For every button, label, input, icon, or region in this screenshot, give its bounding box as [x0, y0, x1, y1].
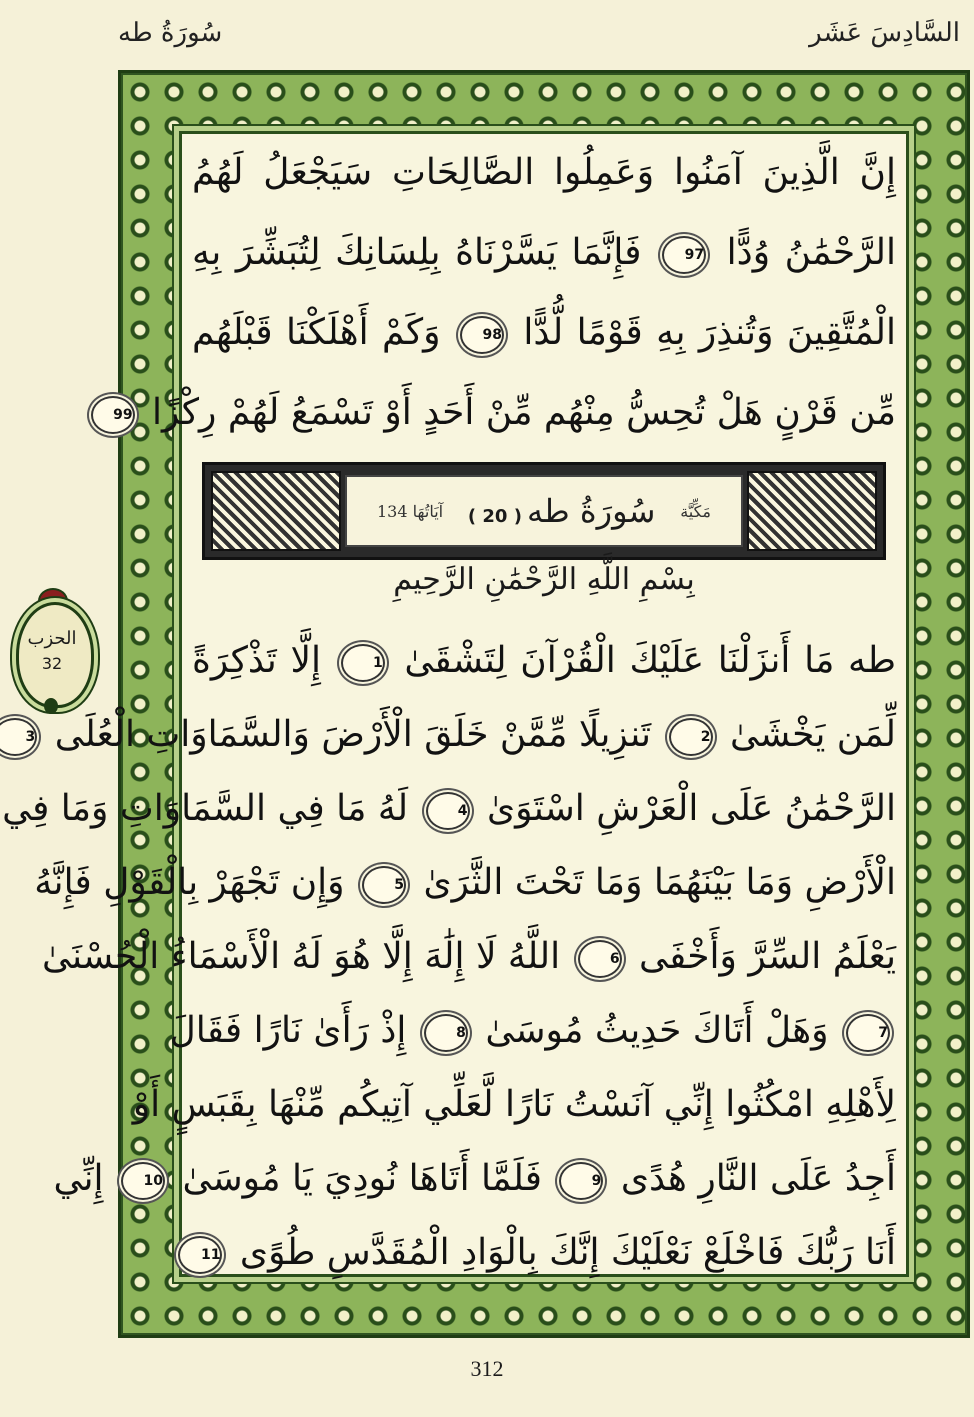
ayah-number: 97 [662, 236, 706, 274]
ayah-number: 2 [669, 718, 713, 756]
surah-number: ( 20 ) [467, 506, 522, 527]
verse-line: طه مَا أَنزَلْنَا عَلَيْكَ الْقُرْآنَ لِتَشْقَىٰ 1 إِلَّا تَذْكِرَةً [192, 640, 897, 681]
hizb-label: الحزب [27, 628, 77, 649]
ayah-number: 7 [846, 1014, 890, 1052]
verse-line: الرَّحْمَٰنُ وُدًّا 97 فَإِنَّمَا يَسَّرْنَاهُ بِلِسَانِكَ لِتُبَشِّرَ بِهِ [192, 232, 896, 273]
hizb-marker [10, 588, 94, 716]
verse-line: أَجِدُ عَلَى النَّارِ هُدًى 9 فَلَمَّا أَتَاهَا نُودِيَ يَا مُوسَىٰ 10 إِنِّي [53, 1158, 896, 1199]
verse-line: مِّن قَرْنٍ هَلْ تُحِسُّ مِنْهُم مِّنْ أَحَدٍ أَوْ تَسْمَعُ لَهُمْ رِكْزًا 99 [192, 382, 896, 444]
ayah-number: 10 [121, 1162, 165, 1200]
verse-line: أَنَا رَبُّكَ فَاخْلَعْ نَعْلَيْكَ إِنَّكَ بِالْوَادِ الْمُقَدَّسِ طُوًى 11 [192, 1222, 896, 1284]
ayah-number: 4 [426, 792, 470, 830]
ayah-number: 9 [559, 1162, 603, 1200]
hizb-number: 32 [41, 654, 63, 673]
verse-line: لِّمَن يَخْشَىٰ 2 تَنزِيلًا مِّمَّنْ خَلَقَ الْأَرْضَ وَالسَّمَاوَاتِ الْعُلَى 3 [192, 704, 896, 766]
verse-line: الْأَرْضِ وَمَا بَيْنَهُمَا وَمَا تَحْتَ الثَّرَىٰ 5 وَإِن تَجْهَرْ بِالْقَوْلِ فَإِنَّهُ [34, 862, 896, 903]
ayah-number: 5 [362, 866, 406, 904]
banner-ornament-icon [211, 471, 341, 551]
surah-header-banner [202, 462, 886, 560]
ayat-count: آيَاتُهَا 134 [377, 501, 444, 521]
juz-title: السَّادِسَ عَشَر [809, 18, 960, 48]
verse-line: الرَّحْمَٰنُ عَلَى الْعَرْشِ اسْتَوَىٰ 4 لَهُ مَا فِي السَّمَاوَاتِ وَمَا فِي [2, 788, 896, 829]
ayah-number: 6 [578, 940, 622, 978]
page-number: 312 [470, 1356, 504, 1381]
banner-ornament-icon [747, 471, 877, 551]
verse-line: 7 وَهَلْ أَتَاكَ حَدِيثُ مُوسَىٰ 8 إِذْ رَأَىٰ نَارًا فَقَالَ [169, 1010, 888, 1051]
ayah-number: 99 [91, 396, 135, 434]
ayah-number: 11 [178, 1236, 222, 1274]
verse-line: إِنَّ الَّذِينَ آمَنُوا وَعَمِلُوا الصَّالِحَاتِ سَيَجْعَلُ لَهُمُ [192, 152, 896, 193]
ayah-number: 8 [424, 1014, 468, 1052]
verse-line: الْمُتَّقِينَ وَتُنذِرَ بِهِ قَوْمًا لُّدًّا 98 وَكَمْ أَهْلَكْنَا قَبْلَهُم [192, 312, 896, 353]
ayah-number: 98 [460, 316, 504, 354]
verse-line: لِأَهْلِهِ امْكُثُوا إِنِّي آنَسْتُ نَارًا لَّعَلِّي آتِيكُم مِّنْهَا بِقَبَسٍ أَوْ [132, 1084, 896, 1125]
revelation-type: مَكِّيَّة [680, 501, 711, 521]
surah-name: سُورَةُ طه [527, 492, 656, 530]
basmala: بِسْمِ اللَّهِ الرَّحْمَٰنِ الرَّحِيمِ [393, 562, 695, 597]
verse-line: يَعْلَمُ السِّرَّ وَأَخْفَى 6 اللَّهُ لَا إِلَٰهَ إِلَّا هُوَ لَهُ الْأَسْمَاءُ الْحُسْنَىٰ [42, 936, 896, 977]
ayah-number: 1 [341, 644, 385, 682]
surah-running-title: سُورَةُ طه [118, 18, 223, 48]
ayah-number: 3 [0, 718, 37, 756]
